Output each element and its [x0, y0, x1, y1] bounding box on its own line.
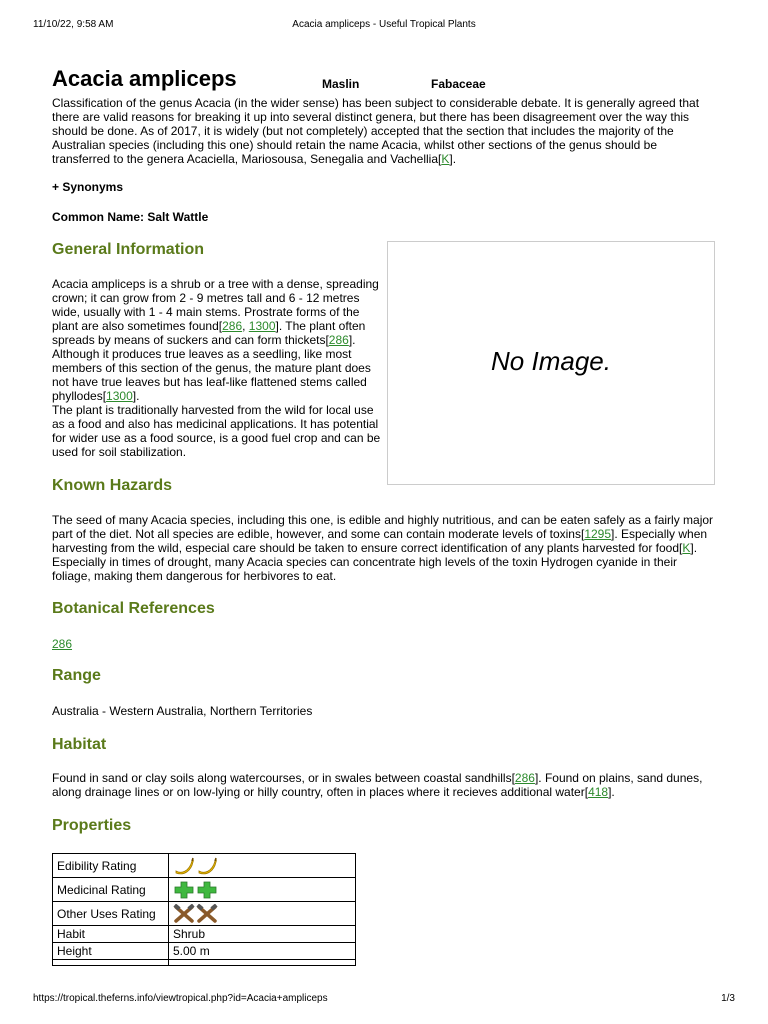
table-row — [53, 943, 356, 960]
general-information-text: Acacia ampliceps is a shrub or a tree with a dense, spreading crown; it can grow from 2 - 9 metres tall and 6 - 12 metres wide, usually with 1 - 4 main stems. Prostrate forms of the plant are also sometimes found[286, 1300]. The plant often spreads by means of suckers and can form thickets[286]. Although it produces true leaves as a seedling, like most members of this section of the genus, the mature plant does not have true leaves but has leaf-like flattened stems called phyllodes[1300]. The plant is traditionally harvested from the wild for local use as a food and also has medicinal applications. It has potential for wider use as a food source, is a good fuel crop and can be used for soil stabilization. — [52, 277, 381, 459]
known-hazards-text: The seed of many Acacia species, including this one, is edible and highly nutritious, and can be eaten safely as a fairly major part of the diet. Not all species are edible, however, and some can contain moderate levels of toxins[1295]. Especially when harvesting from the wild, especial care should be taken to ensure correct identification of any plants harvested for food[K]. Especially in times of drought, many Acacia species can concentrate high levels of the toxin Hydrogen cyanide in their foliage, making them dangerous for herbivores to eat. — [52, 513, 714, 583]
other-uses-rating-icons — [173, 904, 218, 924]
print-header — [0, 19, 768, 33]
ref-link[interactable]: 418 — [588, 785, 609, 799]
table-row — [53, 878, 356, 902]
table-cell — [53, 960, 169, 966]
table-cell — [169, 960, 356, 966]
ref-link[interactable]: K — [682, 541, 691, 555]
range-text: Australia - Western Australia, Northern Territories — [52, 704, 313, 718]
botanical-references-list — [52, 637, 72, 651]
general-information-heading: General Information — [52, 241, 205, 258]
print-url: https://tropical.theferns.info/viewtropical.php?id=Acacia+ampliceps — [33, 993, 328, 1004]
table-row — [53, 902, 356, 926]
known-hazards-heading: Known Hazards — [52, 477, 173, 494]
ref-link[interactable]: 1300 — [248, 319, 276, 333]
ref-link[interactable]: 1295 — [584, 527, 612, 541]
habit-value: Shrub — [169, 926, 356, 943]
banana-icon — [173, 856, 195, 876]
ref-link[interactable]: 286 — [52, 637, 73, 651]
green-cross-icon — [196, 880, 218, 900]
properties-table — [52, 853, 356, 966]
edibility-rating-label: Edibility Rating — [53, 854, 169, 878]
plant-common-name: Maslin — [322, 77, 360, 91]
common-name-label: Common Name: Salt Wattle — [52, 210, 209, 224]
intro-paragraph: Classification of the genus Acacia (in the wider sense) has been subject to considerable debate. It is generally agreed that there are valid reasons for breaking it up into several distinct genera, but there has been disagreement over the way this should be done. As of 2017, it is widely (but not completely) accepted that the section that includes the majority of the Australian species (including this one) should retain the name Acacia, whilst other sections of the genus should be transferred to the genera Acaciella, Mariosousa, Senegalia and Vachellia[K]. — [52, 96, 700, 166]
no-image-label: No Image. — [491, 346, 611, 376]
green-cross-icon — [173, 880, 195, 900]
properties-heading: Properties — [52, 817, 132, 834]
print-page-title: Acacia ampliceps - Useful Tropical Plants — [292, 19, 476, 30]
medicinal-rating-label: Medicinal Rating — [53, 878, 169, 902]
synonyms-toggle[interactable]: + Synonyms — [52, 180, 124, 194]
plant-title: Acacia ampliceps — [52, 66, 237, 91]
plant-image-placeholder — [387, 241, 715, 485]
medicinal-rating-cell — [169, 878, 356, 902]
habitat-text: Found in sand or clay soils along watercourses, or in swales between coastal sandhills[286]. Found on plains, sand dunes, along drainage lines or on low-lying or hilly country, often in places where it recieves additional water[418]. — [52, 771, 703, 799]
title-row — [52, 66, 722, 96]
ref-link[interactable]: 286 — [328, 333, 349, 347]
ref-link[interactable]: 286 — [514, 771, 535, 785]
plant-family: Fabaceae — [431, 77, 486, 91]
print-page-number: 1/3 — [721, 993, 735, 1004]
habit-label: Habit — [53, 926, 169, 943]
print-datetime: 11/10/22, 9:58 AM — [33, 19, 114, 30]
habitat-heading: Habitat — [52, 736, 107, 753]
crossed-tools-icon — [173, 904, 195, 924]
edibility-rating-cell — [169, 854, 356, 878]
crossed-tools-icon — [196, 904, 218, 924]
edibility-rating-icons — [173, 856, 218, 876]
other-uses-rating-cell — [169, 902, 356, 926]
height-value: 5.00 m — [169, 943, 356, 960]
range-heading: Range — [52, 667, 101, 684]
botanical-references-heading: Botanical References — [52, 600, 215, 617]
height-label: Height — [53, 943, 169, 960]
medicinal-rating-icons — [173, 880, 218, 900]
ref-link[interactable]: 1300 — [106, 389, 133, 403]
ref-link[interactable]: K — [441, 152, 450, 166]
print-footer — [0, 993, 768, 1007]
banana-icon — [196, 856, 218, 876]
table-row — [53, 926, 356, 943]
table-row — [53, 960, 356, 966]
table-row — [53, 854, 356, 878]
ref-link[interactable]: 286 — [222, 319, 243, 333]
other-uses-rating-label: Other Uses Rating — [53, 902, 169, 926]
